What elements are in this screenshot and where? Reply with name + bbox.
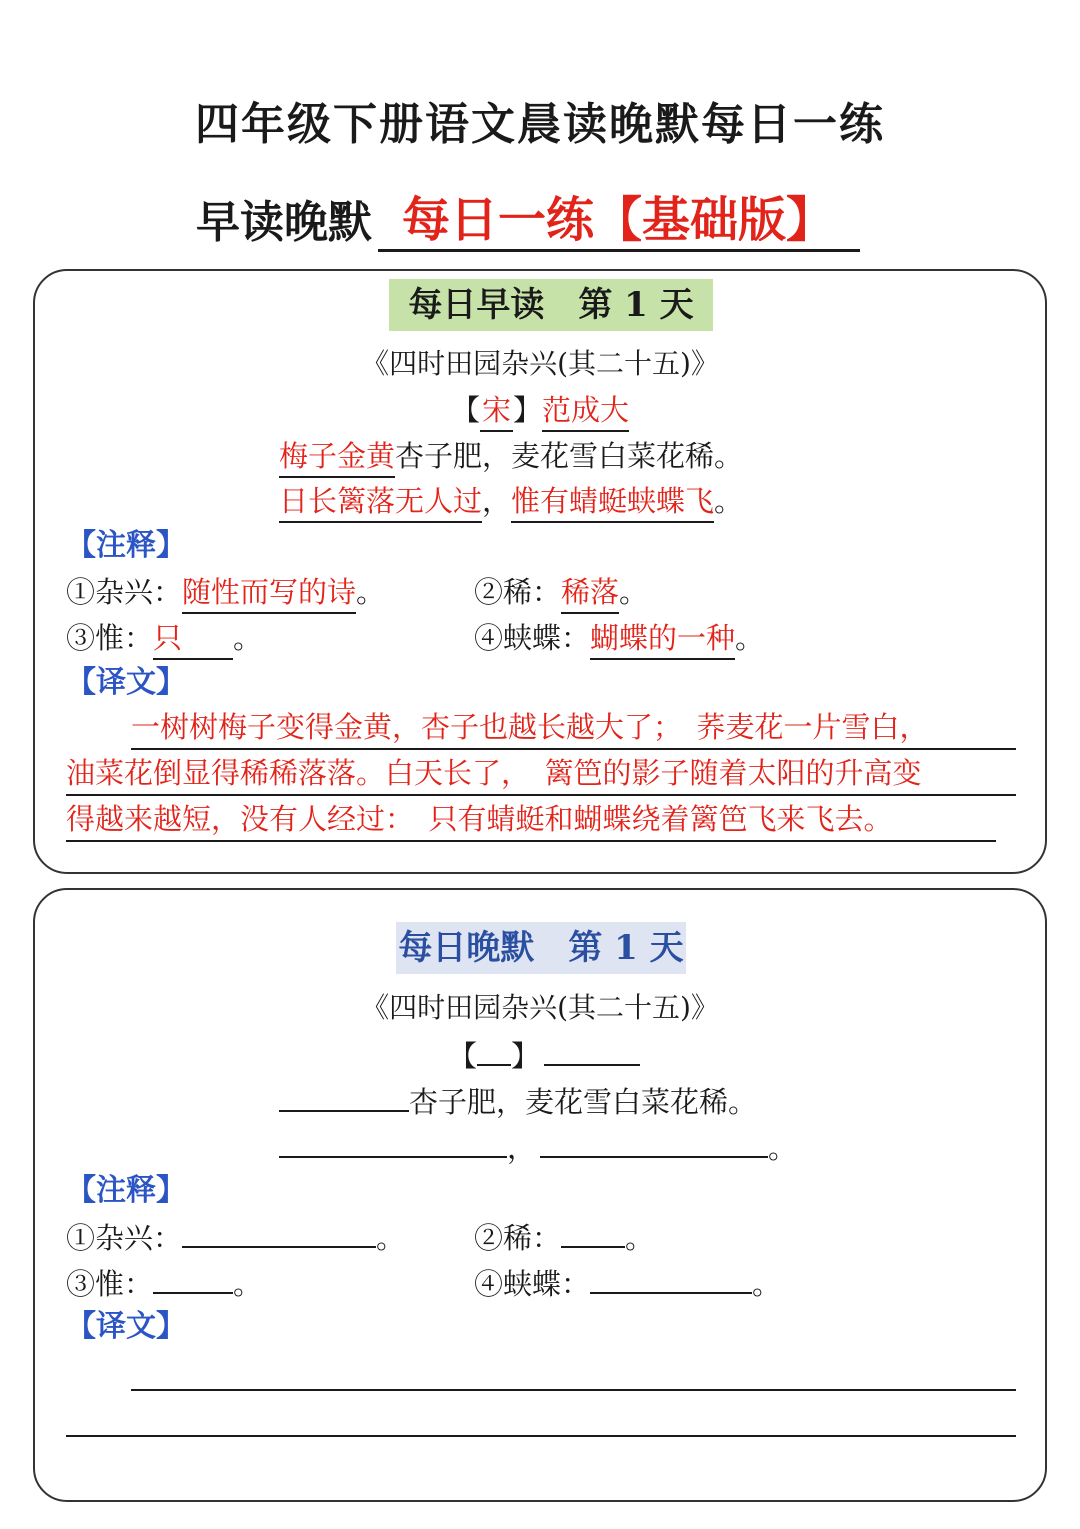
note-term: ③惟： — [66, 621, 154, 655]
translation-blank-line-2[interactable] — [66, 1435, 1016, 1437]
note-blank[interactable] — [182, 1214, 376, 1248]
bracket-close: 】 — [511, 1039, 541, 1073]
note-end: 。 — [752, 1267, 782, 1301]
morning-line1-black: 杏子肥，麦花雪白菜花稀。 — [395, 439, 744, 473]
banner-right-text: 每日一练【基础版】 — [378, 191, 860, 252]
note-blank[interactable] — [561, 1214, 625, 1248]
morning-note-1 — [66, 570, 385, 614]
note-term: ④蛱蝶： — [474, 621, 591, 655]
morning-line2-a: 日长篱落无人过 — [279, 481, 482, 523]
note-end: 。 — [619, 575, 649, 609]
translation-blank-line-1[interactable] — [131, 1389, 1016, 1391]
evening-poem-line-1 — [279, 1078, 757, 1124]
note-answer: 随性而写的诗 — [182, 572, 356, 614]
evening-line2-sep: ， — [507, 1131, 537, 1165]
translation-line-1: 一树树梅子变得金黄，杏子也越长越大了； 荞麦花一片雪白， — [131, 706, 1016, 750]
evening-note-3 — [66, 1260, 262, 1306]
note-term: ③惟： — [66, 1267, 154, 1301]
note-term: ①杂兴： — [66, 1221, 183, 1255]
morning-poem-line-2 — [279, 479, 743, 523]
morning-line2-end: 。 — [714, 484, 744, 518]
note-end: 。 — [233, 1267, 263, 1301]
line2-blank-b[interactable] — [540, 1124, 768, 1158]
page-title: 四年级下册语文晨读晚默每日一练 — [195, 99, 885, 150]
banner — [196, 186, 860, 252]
evening-section-label: 每日晚默 第 1 天 — [396, 922, 686, 974]
morning-note-2 — [474, 570, 648, 614]
evening-translation-heading: 【译文】 — [66, 1309, 186, 1344]
evening-note-4 — [474, 1260, 781, 1306]
morning-notes-heading: 【注释】 — [66, 528, 186, 563]
note-term: ②稀： — [474, 575, 562, 609]
morning-note-3 — [66, 616, 262, 660]
note-end: 。 — [376, 1221, 406, 1255]
line1-blank[interactable] — [279, 1078, 409, 1112]
morning-line1-red: 梅子金黄 — [279, 436, 395, 478]
evening-poem-title: 《四时田园杂兴(其二十五)》 — [361, 991, 719, 1024]
note-blank[interactable] — [153, 1260, 233, 1294]
morning-line2-sep: ， — [482, 484, 512, 518]
morning-translation-heading: 【译文】 — [66, 665, 186, 700]
morning-dynasty: 宋 — [480, 390, 513, 432]
line2-blank-a[interactable] — [279, 1124, 507, 1158]
note-term: ①杂兴： — [66, 575, 183, 609]
evening-note-2 — [474, 1214, 654, 1260]
evening-author-line — [448, 1032, 640, 1078]
dynasty-blank[interactable] — [477, 1032, 511, 1066]
note-end: 。 — [735, 621, 765, 655]
note-end: 。 — [625, 1221, 655, 1255]
evening-line1-black: 杏子肥，麦花雪白菜花稀。 — [409, 1085, 758, 1119]
note-end: 。 — [233, 621, 263, 655]
bracket-close: 】 — [513, 393, 543, 427]
evening-note-1 — [66, 1214, 405, 1260]
note-answer: 蝴蝶的一种 — [590, 618, 735, 660]
evening-line2-end: 。 — [768, 1131, 798, 1165]
morning-poem-title: 《四时田园杂兴(其二十五)》 — [361, 347, 719, 380]
translation-line-2: 油菜花倒显得稀稀落落。白天长了， 篱笆的影子随着太阳的升高变 — [66, 752, 1016, 796]
morning-poem-line-1 — [279, 434, 743, 478]
morning-author-line — [0, 388, 1080, 432]
translation-line-3: 得越来越短，没有人经过： 只有蜻蜓和蝴蝶绕着篱笆飞来飞去。 — [66, 798, 996, 842]
banner-left-text: 早读晚默 — [196, 197, 372, 248]
morning-line2-b: 惟有蜻蜓蛱蝶飞 — [511, 481, 714, 523]
bracket-open: 【 — [448, 1039, 478, 1073]
note-answer: 稀落 — [561, 572, 619, 614]
author-blank[interactable] — [544, 1032, 640, 1066]
morning-section-label: 每日早读 第 1 天 — [389, 279, 713, 331]
morning-author-name: 范成大 — [542, 390, 629, 432]
note-term: ④蛱蝶： — [474, 1267, 591, 1301]
note-end: 。 — [356, 575, 386, 609]
note-term: ②稀： — [474, 1221, 562, 1255]
bracket-open: 【 — [450, 393, 480, 427]
evening-notes-heading: 【注释】 — [66, 1173, 186, 1208]
evening-poem-line-2 — [279, 1124, 797, 1170]
morning-note-4 — [474, 616, 764, 660]
note-answer: 只 — [153, 618, 233, 660]
note-blank[interactable] — [590, 1260, 752, 1294]
